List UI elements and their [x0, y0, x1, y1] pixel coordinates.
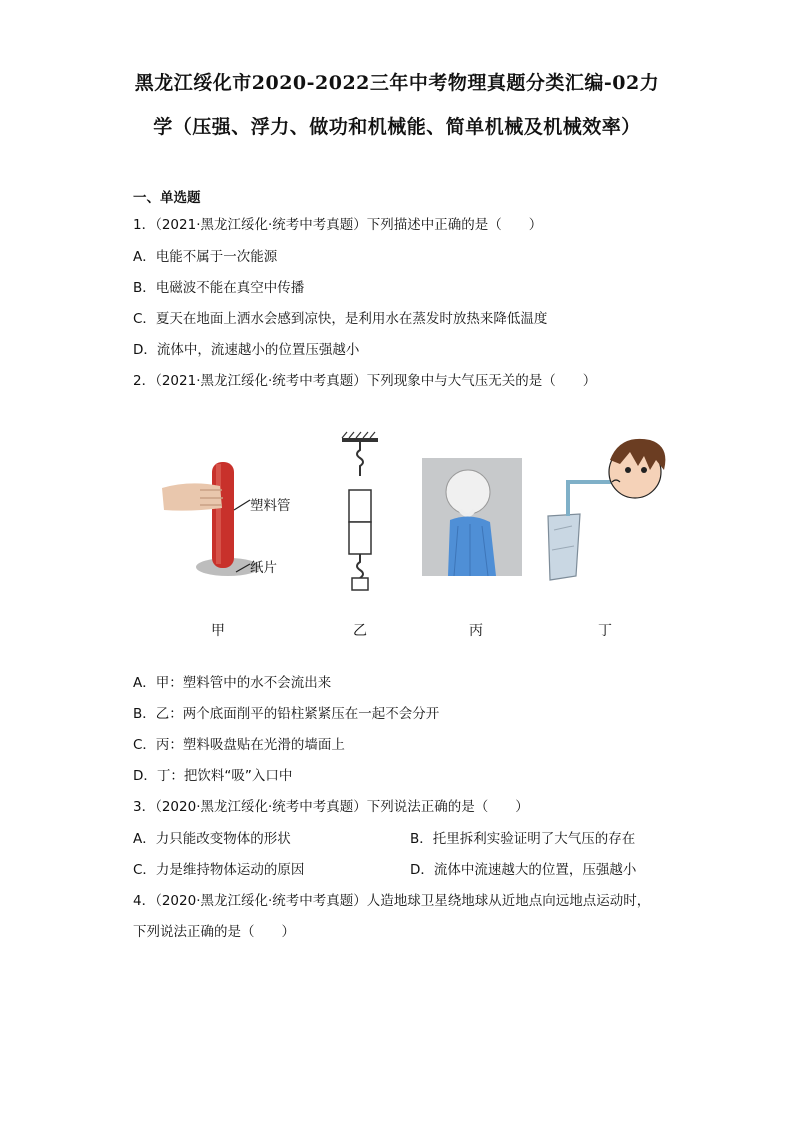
hook-bottom: [357, 554, 363, 578]
q1-option-d: D．流体中，流速越小的位置压强越小: [133, 342, 360, 358]
q4-stem-line2: 下列说法正确的是（ ）: [133, 924, 295, 940]
q2-option-b: B．乙：两个底面削平的铅柱紧紧压在一起不会分开: [133, 706, 440, 722]
q4-stem-line1: 4．（2020·黑龙江绥化·统考中考真题）人造地球卫星绕地球从近地点向远地点运动时，: [133, 893, 651, 909]
caption-bing: 丙: [469, 623, 483, 639]
figure-bing: [422, 458, 522, 576]
section-heading: 一、单选题: [133, 190, 201, 206]
label-tube: 塑料管: [250, 498, 291, 514]
weight: [352, 578, 368, 590]
q2-option-c: C．丙：塑料吸盘贴在光滑的墙面上: [133, 737, 345, 753]
lead-cylinder-upper: [349, 490, 371, 522]
figure-yi: [342, 432, 378, 590]
q3-option-a: A．力只能改变物体的形状: [133, 831, 291, 847]
red-tube: [212, 462, 234, 568]
figure-jia: [162, 462, 260, 576]
q2-stem: 2．（2021·黑龙江绥化·统考中考真题）下列现象中与大气压无关的是（ ）: [133, 373, 597, 389]
lead-cylinder-lower: [349, 522, 371, 554]
q3-option-b: B．托里拆利实验证明了大气压的存在: [410, 831, 636, 847]
straw: [568, 482, 612, 516]
hand: [162, 483, 222, 510]
doc-title-line2: 学（压强、浮力、做功和机械能、简单机械及机械效率）: [153, 116, 641, 138]
q2-option-d: D．丁：把饮料“吸”入口中: [133, 768, 293, 784]
suction-cup: [446, 470, 490, 514]
q1-option-a: A．电能不属于一次能源: [133, 249, 278, 265]
q2-option-a: A．甲：塑料管中的水不会流出来: [133, 675, 332, 691]
q2-figures: [150, 430, 670, 600]
q1-stem: 1．（2021·黑龙江绥化·统考中考真题）下列描述中正确的是（ ）: [133, 217, 543, 233]
hook-top: [357, 442, 363, 476]
q1-option-b: B．电磁波不能在真空中传播: [133, 280, 305, 296]
doc-title-line1: 黑龙江绥化市2020-2022三年中考物理真题分类汇编-02力: [134, 72, 660, 94]
caption-jia: 甲: [211, 623, 225, 639]
q3-option-d: D．流体中流速越大的位置，压强越小: [410, 862, 637, 878]
figure-ding: [548, 439, 665, 580]
drink-bag: [548, 514, 580, 580]
caption-ding: 丁: [598, 623, 612, 639]
label-paper: 纸片: [250, 560, 277, 576]
q3-stem: 3．（2020·黑龙江绥化·统考中考真题）下列说法正确的是（ ）: [133, 799, 529, 815]
q3-option-c: C．力是维持物体运动的原因: [133, 862, 305, 878]
q1-option-c: C．夏天在地面上洒水会感到凉快，是利用水在蒸发时放热来降低温度: [133, 311, 548, 327]
caption-yi: 乙: [353, 623, 367, 639]
